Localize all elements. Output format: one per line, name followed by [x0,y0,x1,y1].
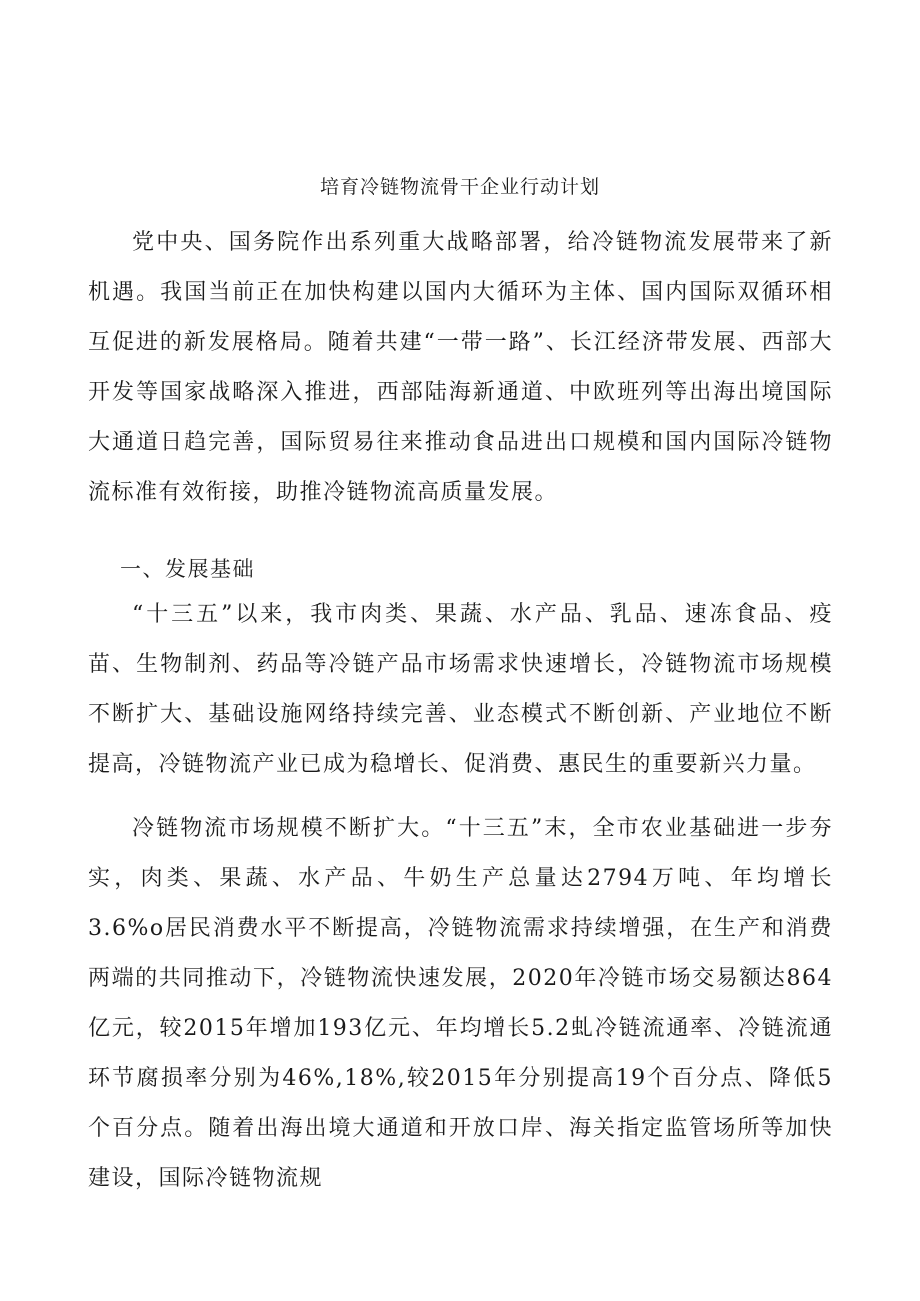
section-paragraph: “十三五”以来，我市肉类、果蔬、水产品、乳品、速冻食品、疫苗、生物制剂、药品等冷链产品市场需求快速增长，冷链物流市场规模不断扩大、基础设施网络持续完善、业态模式不断创新、产业地位不断提高，冷链物流产业已成为稳增长、促消费、惠民生的重要新兴力量。 [88,602,833,777]
section-heading: 一、发展基础 [120,557,255,581]
intro-paragraph: 党中央、国务院作出系列重大战略部署，给冷链物流发展带来了新机遇。我国当前正在加快构建以国内大循环为主体、国内国际双循环相互促进的新发展格局。随着共建“一带一路”、长江经济带发展、西部大开发等国家战略深入推进，西部陆海新通道、中欧班列等出海出境国际大通道日趋完善，国际贸易往来推动食品进出口规模和国内国际冷链物流标准有效衔接，助推冷链物流高质量发展。 [88,230,833,505]
document-title: 培育冷链物流骨干企业行动计划 [319,176,600,198]
section-paragraph: 冷链物流市场规模不断扩大。“十三五”末，全市农业基础进一步夯实，肉类、果蔬、水产品、牛奶生产总量达2794万吨、年均增长3.6%o居民消费水平不断提高，冷链物流需求持续增强，在生产和消费两端的共同推动下，冷链物流快速发展，2020年冷链市场交易额达864亿元，较2015年增加193亿元、年均增长5.2虬冷链流通率、冷链流通环节腐损率分别为46%,18%,较2015年分别提高19个百分点、降低5个百分点。随着出海出境大通道和开放口岸、海关指定监管场所等加快建设，国际冷链物流规 [88,816,833,1191]
